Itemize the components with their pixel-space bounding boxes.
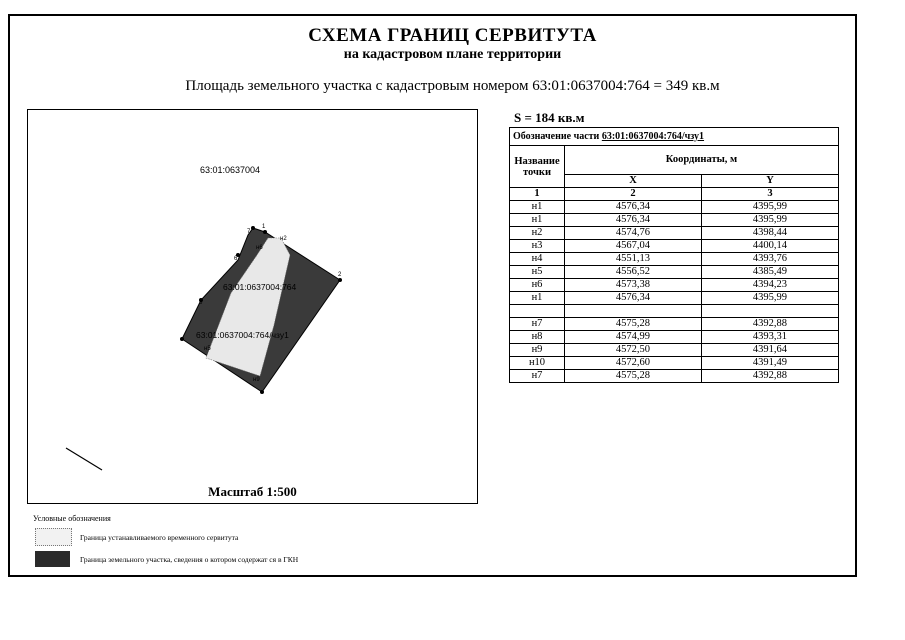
point-name: н3 — [510, 240, 565, 253]
coord-y: 4394,23 — [701, 279, 838, 292]
point-name: н1 — [510, 201, 565, 214]
table-row — [510, 240, 839, 253]
cadastral-map — [27, 109, 478, 504]
point-name: н6 — [510, 279, 565, 292]
point-label: н5 — [204, 346, 211, 352]
coord-y: 4392,88 — [701, 370, 838, 383]
table-row — [510, 370, 839, 383]
quarter-label: 63:01:0637004 — [200, 165, 261, 175]
coord-x: 4572,50 — [565, 344, 702, 357]
point-label: 2 — [338, 272, 342, 278]
legend-title: Условные обозначения — [33, 514, 111, 523]
map-scale: Масштаб 1:500 — [208, 484, 297, 499]
coord-y: 4398,44 — [701, 227, 838, 240]
table-row — [510, 279, 839, 292]
col-number: 2 — [565, 188, 702, 201]
vertex-marker — [338, 278, 342, 282]
table-row — [510, 344, 839, 357]
point-name: н7 — [510, 318, 565, 331]
map-drawing — [28, 110, 479, 505]
easement-area-value: S = 184 кв.м — [514, 110, 585, 125]
coord-x: 4556,52 — [565, 266, 702, 279]
table-row — [510, 227, 839, 240]
coord-y: 4395,99 — [701, 201, 838, 214]
col-coords-header: Координаты, м — [565, 146, 839, 175]
legend-swatch-easement — [35, 528, 72, 546]
point-name: н10 — [510, 357, 565, 370]
coord-y: 4395,99 — [701, 292, 838, 305]
table-row — [510, 318, 839, 331]
page-title: СХЕМА ГРАНИЦ СЕРВИТУТА — [308, 25, 597, 46]
point-name: н2 — [510, 227, 565, 240]
point-name — [510, 305, 565, 318]
point-name: н1 — [510, 214, 565, 227]
coord-y: 4393,76 — [701, 253, 838, 266]
coord-y: 4391,49 — [701, 357, 838, 370]
vertex-marker — [180, 337, 184, 341]
coord-x: 4576,34 — [565, 292, 702, 305]
coord-y: 4395,99 — [701, 214, 838, 227]
page-subtitle: на кадастровом плане территории — [343, 47, 562, 62]
legend-item-easement: Граница устанавливаемого временного сервитута — [80, 533, 239, 542]
point-label: 5 — [199, 300, 203, 306]
point-name: н9 — [510, 344, 565, 357]
table-row — [510, 331, 839, 344]
point-label: н6 — [256, 245, 263, 251]
vertex-marker — [263, 230, 267, 234]
point-name: н4 — [510, 253, 565, 266]
legend-item-parcel: Граница земельного участка, сведения о котором содержат ся в ГКН — [80, 555, 299, 564]
point-label: 1 — [262, 224, 266, 230]
table-row — [510, 253, 839, 266]
col-number: 3 — [701, 188, 838, 201]
point-name: н8 — [510, 331, 565, 344]
vertex-marker — [251, 226, 255, 230]
col-x-header: X — [565, 175, 702, 188]
north-arrow — [66, 448, 102, 470]
coord-y: 4391,64 — [701, 344, 838, 357]
area-statement: Площадь земельного участка с кадастровым номером 63:01:0637004:764 = 349 кв.м — [185, 78, 720, 94]
coord-y: 4393,31 — [701, 331, 838, 344]
point-name: н1 — [510, 292, 565, 305]
coord-y: 4392,88 — [701, 318, 838, 331]
point-name: н7 — [510, 370, 565, 383]
coord-x: 4575,28 — [565, 318, 702, 331]
table-row — [510, 292, 839, 305]
vertex-marker — [260, 390, 264, 394]
coord-x: 4576,34 — [565, 214, 702, 227]
coord-x: 4551,13 — [565, 253, 702, 266]
table-row — [510, 201, 839, 214]
parcel-label: 63:01:0637004:764 — [223, 282, 297, 292]
part-designation — [510, 128, 839, 146]
point-label: 7 — [247, 229, 251, 235]
table-row — [510, 305, 839, 318]
part-number: 63:01:0637004:764/чзу1 — [601, 130, 705, 142]
col-y-header: Y — [701, 175, 838, 188]
coord-y — [701, 305, 838, 318]
coord-x — [565, 305, 702, 318]
point-name: н5 — [510, 266, 565, 279]
coord-x: 4574,99 — [565, 331, 702, 344]
coord-x: 4572,60 — [565, 357, 702, 370]
legend-swatch-parcel — [35, 551, 70, 567]
coord-x: 4573,38 — [565, 279, 702, 292]
table-row — [510, 357, 839, 370]
point-label: н2 — [280, 236, 287, 242]
coord-x: 4576,34 — [565, 201, 702, 214]
point-label: 6 — [234, 256, 238, 262]
col-number: 1 — [510, 188, 565, 201]
table-row — [510, 214, 839, 227]
coord-x: 4567,04 — [565, 240, 702, 253]
table-row — [510, 266, 839, 279]
coord-y: 4385,49 — [701, 266, 838, 279]
col-point-name-header: Название точки — [510, 146, 565, 188]
coordinates-table — [509, 127, 839, 383]
easement-label: 63:01:0637004:764/чзу1 — [196, 330, 289, 340]
coord-x: 4574,76 — [565, 227, 702, 240]
point-label: н9 — [253, 377, 260, 383]
coord-y: 4400,14 — [701, 240, 838, 253]
coord-x: 4575,28 — [565, 370, 702, 383]
part-prefix: Обозначение части — [513, 130, 602, 142]
